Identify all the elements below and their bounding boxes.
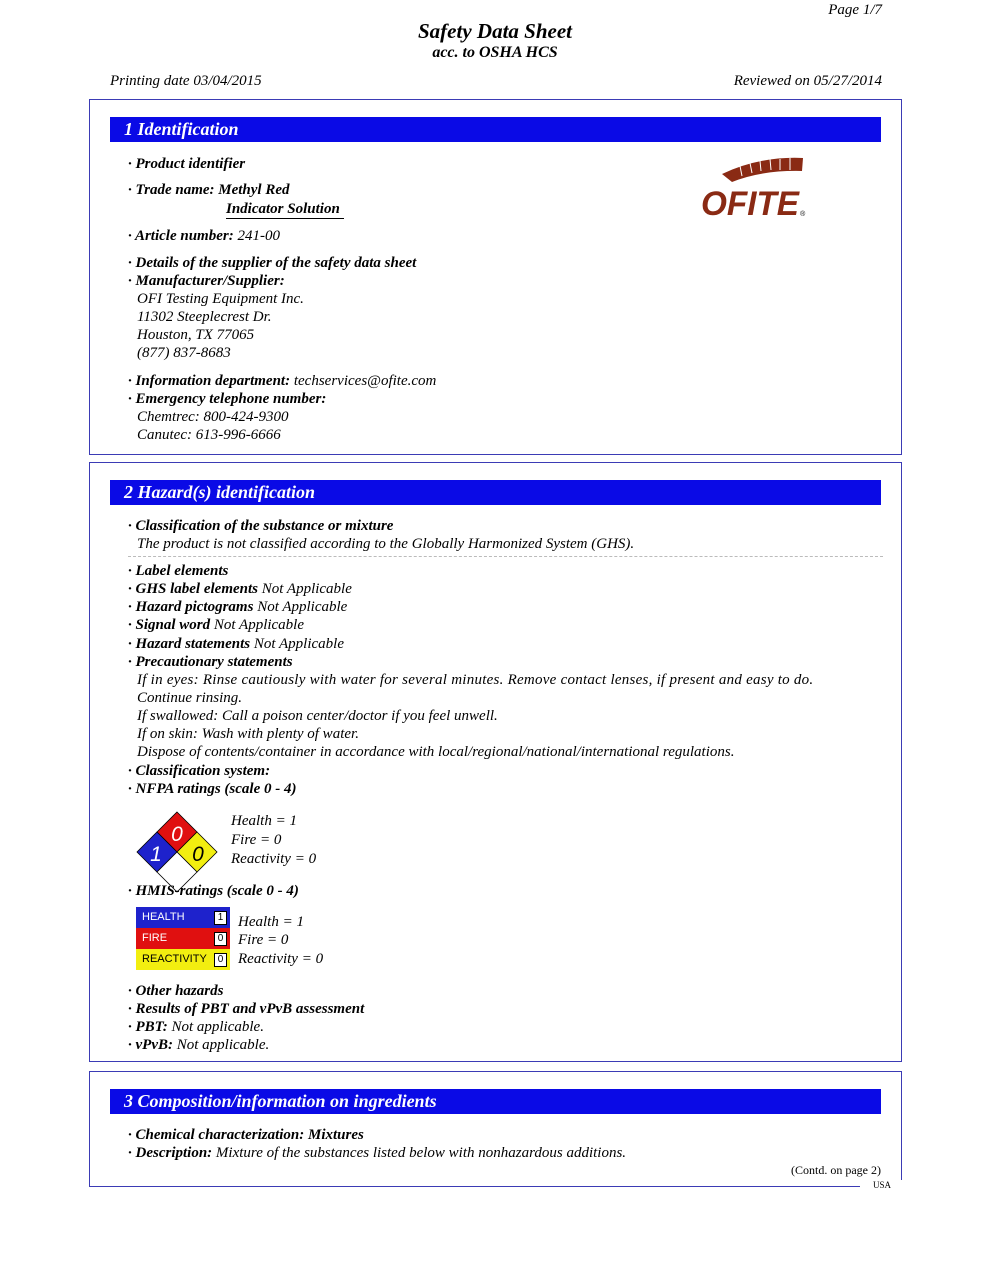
nfpa-reactivity-text: Reactivity = 0 xyxy=(231,851,317,867)
printing-date: Printing date 03/04/2015 xyxy=(110,73,262,89)
trade-name-line2: Indicator Solution xyxy=(226,200,344,219)
hmis-fire-row: FIRE 0 xyxy=(136,928,230,949)
document-subtitle: acc. to OSHA HCS xyxy=(432,44,558,61)
address-line: 11302 Steeplecrest Dr. xyxy=(137,309,272,325)
section-heading: 1 Identification xyxy=(110,117,881,142)
manufacturer-label: · Manufacturer/Supplier: xyxy=(128,273,285,289)
address-phone: (877) 837-8683 xyxy=(137,345,231,361)
trade-name: · Trade name: Methyl Red xyxy=(128,182,290,198)
ofite-logo xyxy=(700,152,810,222)
region-label: USA xyxy=(860,1180,904,1190)
precautionary-eyes-cont: Continue rinsing. xyxy=(137,690,243,706)
address-line: OFI Testing Equipment Inc. xyxy=(137,291,304,307)
nfpa-reactivity-value: 0 xyxy=(192,843,204,866)
section-heading: 3 Composition/information on ingredients xyxy=(110,1089,881,1114)
classification-text: The product is not classified according to the Globally Harmonized System (GHS). xyxy=(137,536,635,552)
hmis-fire-text: Fire = 0 xyxy=(238,932,289,948)
hmis-reactivity-row: REACTIVITY 0 xyxy=(136,949,230,970)
hmis-ratings-label: · HMIS-ratings (scale 0 - 4) xyxy=(128,883,299,899)
classification-label: · Classification of the substance or mixture xyxy=(128,518,394,534)
other-hazards: · Other hazards xyxy=(128,983,224,999)
label-elements: · Label elements xyxy=(128,563,229,579)
nfpa-diamond xyxy=(136,811,218,893)
precautionary-label: · Precautionary statements xyxy=(128,654,293,670)
document-title: Safety Data Sheet xyxy=(418,19,572,43)
chemical-characterization: · Chemical characterization: Mixtures xyxy=(128,1127,364,1143)
hmis-label-table xyxy=(136,907,230,970)
section-hazard-identification xyxy=(89,462,902,1062)
page-number: Page 1/7 xyxy=(828,2,882,18)
logo-registered-mark: ® xyxy=(800,211,806,218)
nfpa-fire-value: 0 xyxy=(171,823,183,846)
precautionary-eyes: If in eyes: Rinse cautiously with water for several minutes. Remove contact lenses, if present and easy to do. xyxy=(137,672,814,688)
hazard-statements: · Hazard statements Not Applicable xyxy=(128,636,344,652)
nfpa-ratings-label: · NFPA ratings (scale 0 - 4) xyxy=(128,781,297,797)
divider xyxy=(128,556,883,557)
pbt: · PBT: Not applicable. xyxy=(128,1019,264,1035)
vpvb: · vPvB: Not applicable. xyxy=(128,1037,270,1053)
information-department: · Information department: techservices@ofite.com xyxy=(128,373,437,389)
hazard-pictograms: · Hazard pictograms Not Applicable xyxy=(128,599,348,615)
hmis-reactivity-value: 0 xyxy=(214,953,227,967)
hmis-health-row: HEALTH 1 xyxy=(136,907,230,928)
article-number: · Article number: 241-00 xyxy=(128,228,280,244)
precautionary-dispose: Dispose of contents/container in accordance with local/regional/national/international regulations. xyxy=(137,744,735,760)
continued-note: (Contd. on page 2) xyxy=(791,1163,881,1177)
precautionary-skin: If on skin: Wash with plenty of water. xyxy=(137,726,359,742)
emergency-chemtrec: Chemtrec: 800-424-9300 xyxy=(137,409,289,425)
reviewed-date: Reviewed on 05/27/2014 xyxy=(733,73,882,89)
precautionary-swallowed: If swallowed: Call a poison center/doctor if you feel unwell. xyxy=(137,708,498,724)
nfpa-health-value: 1 xyxy=(150,843,162,866)
nfpa-health-text: Health = 1 xyxy=(231,813,297,829)
section-composition xyxy=(89,1071,902,1190)
hmis-fire-value: 0 xyxy=(214,932,227,946)
description: · Description: Mixture of the substances listed below with nonhazardous additions. xyxy=(128,1145,627,1161)
section-heading: 2 Hazard(s) identification xyxy=(110,480,881,505)
hmis-reactivity-text: Reactivity = 0 xyxy=(238,951,324,967)
address-line: Houston, TX 77065 xyxy=(137,327,255,343)
supplier-details: · Details of the supplier of the safety data sheet xyxy=(128,255,417,271)
product-identifier: · Product identifier xyxy=(128,156,246,172)
emergency-label: · Emergency telephone number: xyxy=(128,391,327,407)
hmis-health-text: Health = 1 xyxy=(238,914,304,930)
emergency-canutec: Canutec: 613-996-6666 xyxy=(137,427,281,443)
logo-text: OFITE xyxy=(701,185,801,222)
nfpa-fire-text: Fire = 0 xyxy=(231,832,282,848)
section-identification xyxy=(89,99,902,455)
pbt-results: · Results of PBT and vPvB assessment xyxy=(128,1001,365,1017)
classification-system: · Classification system: xyxy=(128,763,271,779)
signal-word: · Signal word Not Applicable xyxy=(128,617,305,633)
ghs-label-elements: · GHS label elements Not Applicable xyxy=(128,581,352,597)
hmis-health-value: 1 xyxy=(214,911,227,925)
